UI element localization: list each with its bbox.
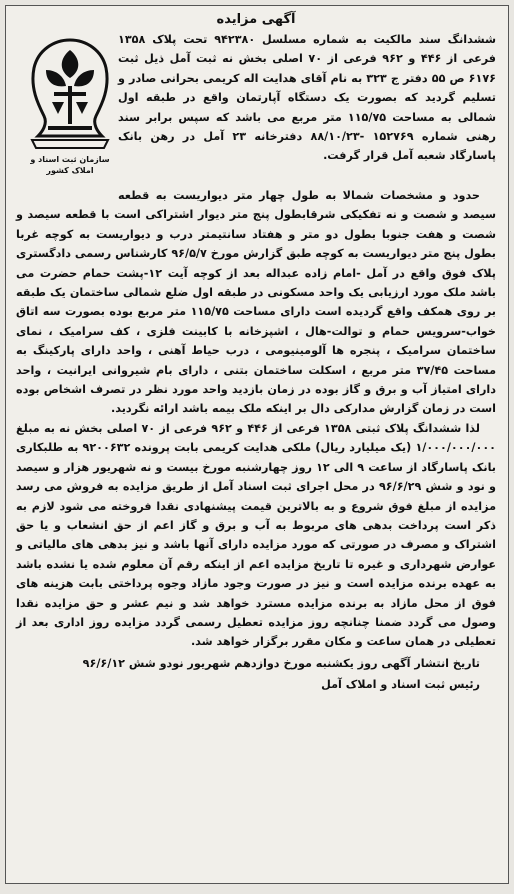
property-deed-paragraph: ششدانگ سند مالکیت به شماره مسلسل ۹۴۲۳۸۰ تحت پلاک ۱۳۵۸ فرعی از ۴۴۶ و ۹۶۲ فرعی از ۷۰ اصلی بخش نه ثبت آمل ذیل ثبت ۶۱۷۶ ص ۵۵ دفتر ج ۳۲۳ به نام آقای هدایت اله کریمی بحرانی صادر و تسلیم گردید که بصورت یک دستگاه آپارتمان واقع در طبقه اول شمالی به مساحت ۱۱۵/۷۵ متر مربع می باشد که سپس برابر سند رهنی شماره ۱۵۲۷۶۹ -۸۸/۱۰/۲۳ دفترخانه ۲۳ آمل در رهن بانک پاسارگاد شعبه آمل قرار گرفت. [118,33,497,163]
emblem-icon [24,36,116,154]
publish-date-line: تاریخ انتشار آگهی روز یکشنبه مورخ دوازدهم شهریور نودو شش ۹۶/۶/۱۲ [82,656,480,670]
auction-notice [5,5,509,884]
auction-terms-paragraph: لذا ششدانگ پلاک ثبتی ۱۳۵۸ فرعی از ۴۴۶ و ۹۶۲ فرعی از ۷۰ اصلی بخش نه به مبلغ ۱/۰۰۰/۰۰۰/۰۰۰ (یک میلیارد ریال) ملکی هدایت کریمی بابت پرونده ۹۲۰۰۶۳۲ به طلبکاری بانک پاسارگاد از ساعت ۹ الی ۱۲ روز چهارشنبه مورخ بیست و نه شهریور هزار و سیصد و نود و شش ۹۶/۶/۲۹ در محل اجرای ثبت اسناد آمل از طریق مزایده به فروش می رسد مزایده از مبلغ فوق شروع و به بالاترین قیمت پیشنهادی نقدا فروخته می شود لازم به ذکر است پرداخت بدهی های مربوط به آب و برق و گاز اعم از حق انشعاب و یا حق اشتراک و مصرف در صورتی که مورد مزایده دارای آنها باشد و نیز بدهی های مالیاتی و عوارض شهرداری و غیره تا تاریخ مزایده اعم از اینکه رقم آن معلوم شده یا نشده باشد به عهده برنده مزایده است و نیز در صورت وجود مازاد وجوه پرداختی بابت هزینه های فوق از محل مازاد به برنده مزایده مسترد خواهد شد و نیم عشر و حق مزایده نقدا وصول می گردد ضمنا چنانچه روز مزایده تعطیل رسمی گردد مزایده روز اداری بعد از تعطیلی در همان ساعت و مکان مقرر برگزار خواهد شد. [16,421,496,649]
notice-title: آگهی مزایده [216,12,296,27]
signature-line: رئیس ثبت اسناد و املاک آمل [321,677,480,691]
registration-organization-logo [22,36,118,186]
emblem-label: سازمان ثبت اسناد و املاک کشور [30,155,110,175]
property-boundaries-paragraph: حدود و مشخصات شمالا به طول چهار متر دیواریست به قطعه سیصد و شصت و نه تفکیکی شرقابطول پنج متر دیوار اشتراکی است با قطعه سیصد و شصت و هفت جنوبا بطول دو متر و هفتاد سانتیمتر درب و دیواریست به کوچه غربا بطول پنج متر دیواریست به کوچه طبق گزارش مورخ ۹۶/۵/۷ کارشناس رسمی دادگستری پلاک فوق واقع در آمل -امام زاده عبداله بعد از کوچه آیت ۱۲-پشت حمام حضرت می باشد ملک مورد ارزیابی یک واحد مسکونی در طبقه اول ضلع شمالی ساختمان یک طبقه بر روی همکف واقع گردیده است دارای مساحت ۱۱۵/۷۵ متر مربع بوده بصورت سه اتاق خواب-سرویس حمام و توالت-هال ، اشپزخانه با کابینت فلزی ، کف سرامیک ، نمای ساختمان سرامیک ، پنجره ها آلومینیومی ، درب حیاط آهنی ، واحد دارای پارکینگ به مساحت ۳۷/۴۵ متر مربع ، اسکلت ساختمان بتنی ، دارای بام شیروانی ایرانیت ، واحد دارای امتیاز آب و برق و گاز بوده در زمان بازدید واحد مورد نظر در تصرف اشخاص بوده است در زمان گزارش مدارکی دال بر اینکه ملک بیمه باشد ارائه نگردید. [16,189,496,416]
